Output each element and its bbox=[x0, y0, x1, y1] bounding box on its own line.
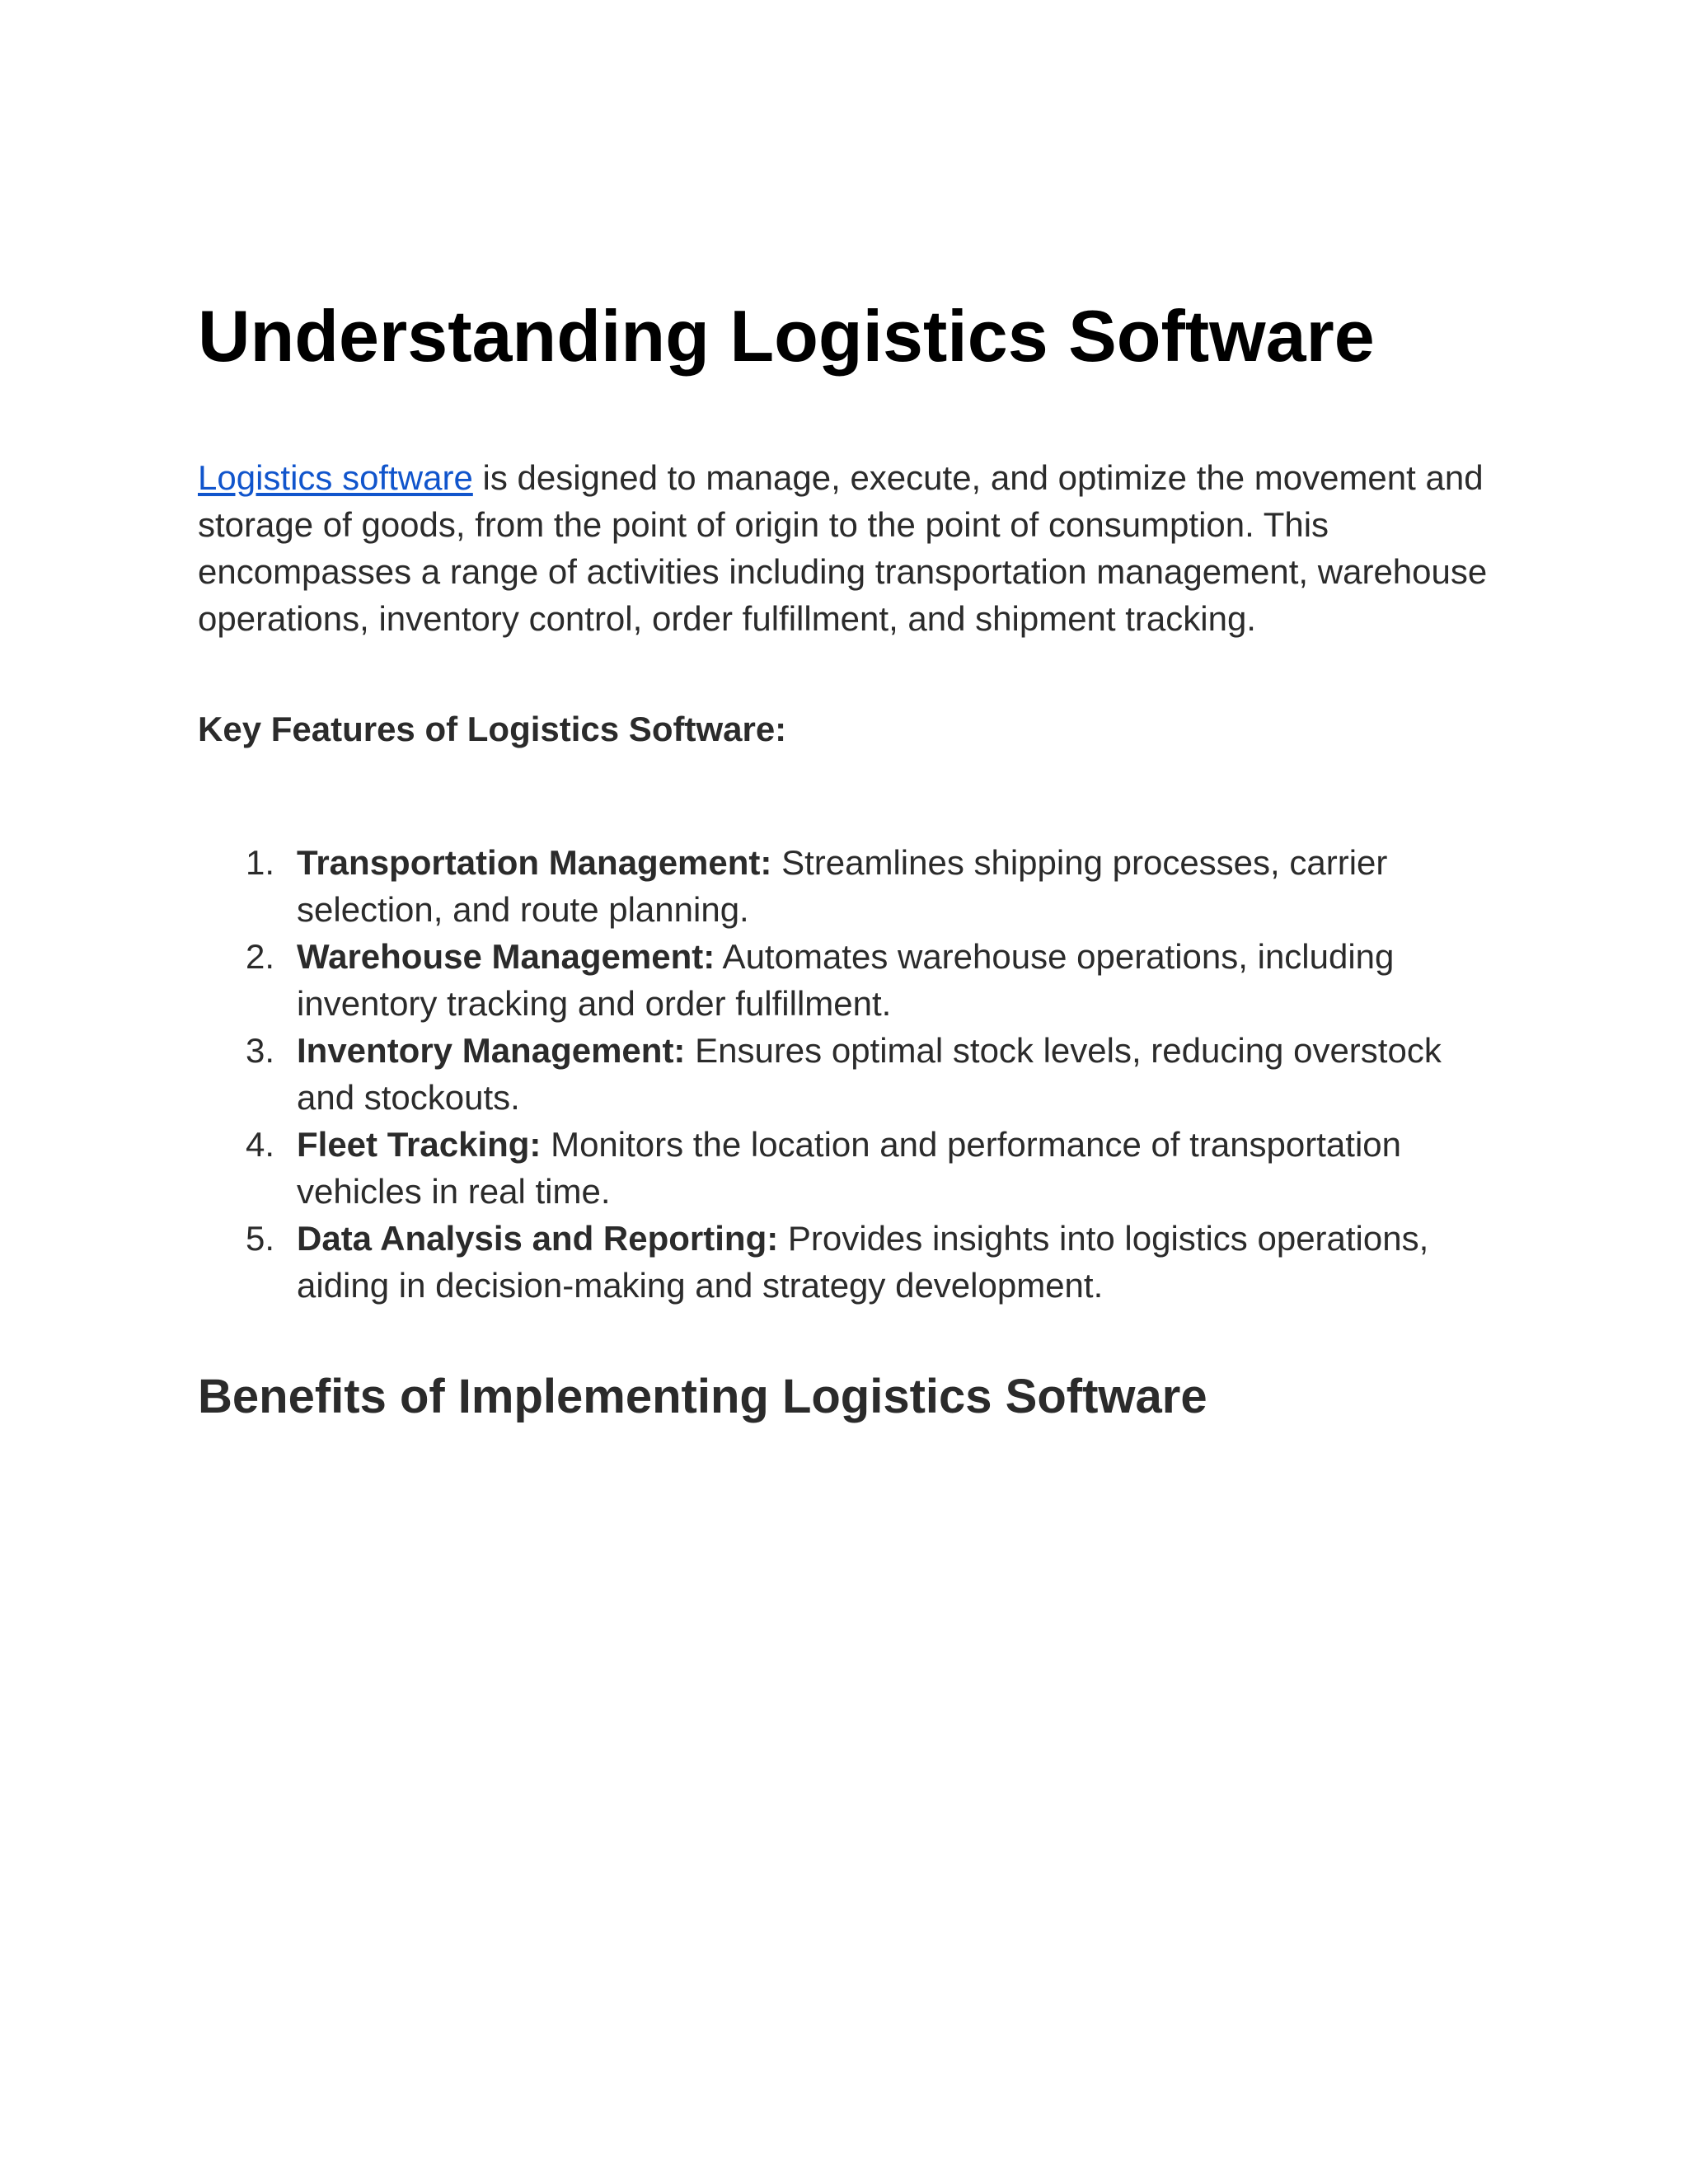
logistics-software-link[interactable]: Logistics software bbox=[198, 458, 473, 497]
list-item-term: Transportation Management: bbox=[297, 843, 772, 882]
list-item-number: 3. bbox=[246, 1031, 275, 1070]
list-item-number: 5. bbox=[246, 1219, 275, 1258]
list-item-number: 2. bbox=[246, 937, 275, 976]
intro-text: is designed to manage, execute, and optimize the movement and storage of goods, from the point of origin to the point of consumption. This encompasses a range of activities including transportation management, warehouse operations, inventory control, order fulfillment, and shipment tracking. bbox=[198, 458, 1488, 638]
list-item-term: Inventory Management: bbox=[297, 1031, 686, 1070]
list-item-term: Warehouse Management: bbox=[297, 937, 715, 976]
list-item bbox=[198, 1121, 1500, 1215]
list-item bbox=[198, 839, 1500, 933]
list-item-term: Data Analysis and Reporting: bbox=[297, 1219, 779, 1258]
list-item-number: 4. bbox=[246, 1125, 275, 1164]
page-title: Understanding Logistics Software bbox=[198, 295, 1375, 377]
list-item-description: Ensures optimal stock levels, reducing overstock and stockouts. bbox=[297, 1031, 1442, 1117]
list-item-number: 1. bbox=[246, 843, 275, 882]
list-item bbox=[198, 933, 1500, 1027]
intro-paragraph bbox=[198, 454, 1500, 642]
features-list bbox=[198, 839, 1500, 1309]
list-item-description: Provides insights into logistics operations, aiding in decision-making and strategy development. bbox=[297, 1219, 1429, 1305]
list-item-description: Streamlines shipping processes, carrier selection, and route planning. bbox=[297, 843, 1388, 929]
list-item bbox=[198, 1215, 1500, 1309]
benefits-heading: Benefits of Implementing Logistics Software bbox=[198, 1370, 1207, 1423]
features-heading: Key Features of Logistics Software: bbox=[198, 710, 787, 748]
list-item bbox=[198, 1027, 1500, 1121]
list-item-term: Fleet Tracking: bbox=[297, 1125, 542, 1164]
list-item-description: Automates warehouse operations, including inventory tracking and order fulfillment. bbox=[297, 937, 1395, 1023]
list-item-description: Monitors the location and performance of transportation vehicles in real time. bbox=[297, 1125, 1402, 1211]
